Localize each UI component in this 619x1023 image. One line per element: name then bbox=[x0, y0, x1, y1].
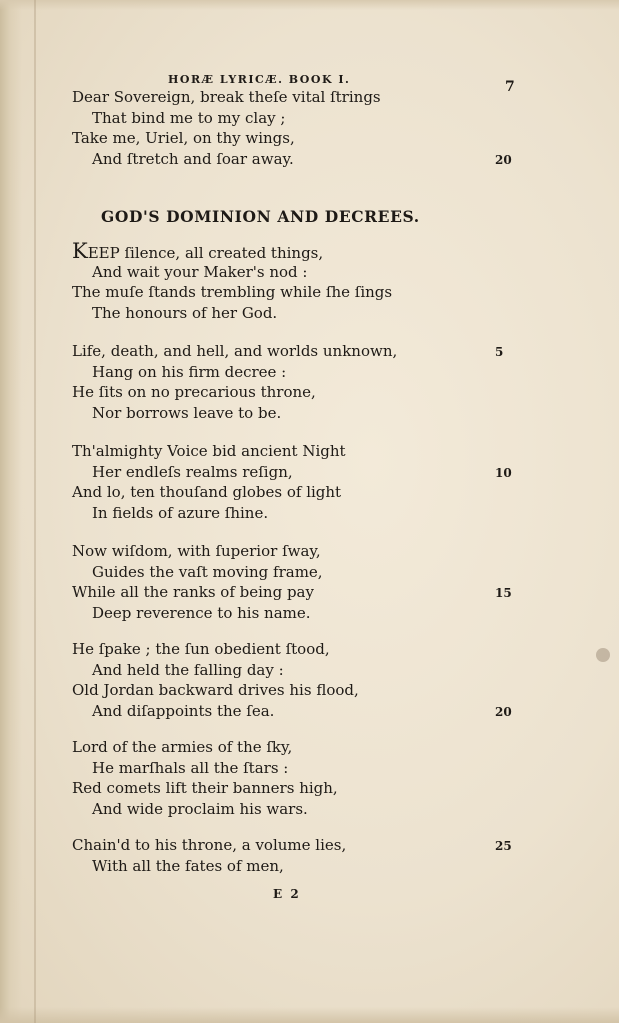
line-number: 15 bbox=[495, 586, 512, 600]
verse-text: The honours of her God. bbox=[92, 303, 278, 322]
page-top-edge bbox=[0, 0, 619, 10]
page-number: 7 bbox=[505, 79, 515, 95]
verse-text: And lo, ten thouſand globes of light bbox=[72, 483, 342, 501]
verse-line bbox=[92, 404, 281, 422]
verse-text: Nor borrows leave to be. bbox=[92, 403, 282, 422]
line-number: 10 bbox=[495, 465, 512, 480]
verse-line bbox=[72, 583, 314, 601]
verse-line bbox=[92, 109, 285, 127]
verse-text: Hang on his firm decree : bbox=[92, 362, 287, 381]
line-number: 25 bbox=[495, 839, 512, 853]
verse-text: Deep reverence to his name. bbox=[92, 603, 311, 622]
page-fold-line bbox=[34, 0, 36, 1023]
verse-line bbox=[92, 759, 288, 777]
verse-text: In fields of azure ſhine. bbox=[92, 503, 269, 522]
verse-line bbox=[72, 779, 338, 797]
verse-text: Now wiſdom, with ſuperior ſway, bbox=[72, 542, 321, 560]
verse-line bbox=[92, 463, 293, 481]
line-number: 5 bbox=[495, 345, 504, 359]
verse-line bbox=[92, 800, 308, 818]
running-header: HORÆ LYRICÆ. BOOK I. bbox=[168, 73, 351, 86]
drop-cap: K bbox=[72, 239, 88, 263]
verse-line bbox=[72, 542, 321, 560]
line-number: 20 bbox=[495, 704, 512, 719]
page-left-edge bbox=[0, 0, 22, 1023]
verse-line bbox=[92, 150, 294, 168]
verse-text: Dear Sovereign, break theſe vital ſtrings bbox=[72, 88, 381, 106]
verse-text: And wait your Maker's nod : bbox=[92, 262, 308, 281]
verse-text: Guides the vaſt moving frame, bbox=[92, 562, 323, 581]
verse-line bbox=[92, 857, 284, 875]
verse-text: And diſappoints the ſea. bbox=[92, 701, 275, 720]
page-bottom-edge bbox=[0, 1007, 619, 1023]
verse-line bbox=[92, 604, 311, 622]
verse-text: And wide proclaim his wars. bbox=[92, 799, 308, 818]
verse-line bbox=[72, 442, 346, 460]
verse-text: Her endleſs realms reſign, bbox=[92, 462, 293, 481]
verse-line bbox=[72, 88, 381, 106]
verse-line bbox=[72, 681, 359, 699]
poem-title: GOD'S DOMINION AND DECREES. bbox=[101, 207, 420, 226]
verse-text: With all the fates of men, bbox=[92, 856, 284, 875]
verse-line bbox=[72, 283, 392, 301]
verse-text: Red comets lift their banners high, bbox=[72, 779, 338, 797]
verse-text: The muſe ſtands trembling while ſhe ſings bbox=[72, 283, 393, 301]
verse-text: That bind me to my clay ; bbox=[92, 108, 286, 127]
verse-text: He ſpake ; the ſun obedient ſtood, bbox=[72, 640, 330, 658]
verse-line bbox=[72, 239, 324, 263]
verse-text: Chain'd to his throne, a volume lies, bbox=[72, 836, 347, 854]
verse-line bbox=[72, 738, 292, 756]
verse-line bbox=[72, 483, 341, 501]
verse-line bbox=[92, 563, 323, 581]
verse-text: Th'almighty Voice bid ancient Night bbox=[72, 442, 346, 460]
verse-text: And ſtretch and ſoar away. bbox=[92, 149, 294, 168]
verse-text: And held the falling day : bbox=[92, 660, 284, 679]
verse-text: Lord of the armies of the ſky, bbox=[72, 738, 293, 756]
ink-stain bbox=[596, 648, 610, 662]
verse-text: While all the ranks of being pay bbox=[72, 583, 314, 601]
verse-line bbox=[72, 836, 346, 854]
verse-text: He marſhals all the ſtars : bbox=[92, 758, 289, 777]
verse-line bbox=[92, 304, 277, 322]
verse-text: Life, death, and hell, and worlds unknown, bbox=[72, 342, 398, 360]
verse-text: Take me, Uriel, on thy wings, bbox=[72, 129, 295, 147]
verse-line bbox=[92, 661, 284, 679]
verse-line bbox=[92, 504, 268, 522]
verse-line bbox=[72, 383, 316, 401]
verse-text: Old Jordan backward drives his flood, bbox=[72, 681, 359, 699]
verse-line bbox=[72, 342, 397, 360]
verse-text: EEP ſilence, all created things, bbox=[87, 244, 324, 262]
verse-line bbox=[72, 640, 330, 658]
verse-line bbox=[92, 702, 274, 720]
verse-line bbox=[92, 363, 286, 381]
verse-text: He ſits on no precarious throne, bbox=[72, 383, 316, 401]
verse-line bbox=[92, 263, 308, 281]
signature-mark: E 2 bbox=[273, 887, 301, 901]
verse-line bbox=[72, 129, 295, 147]
line-number: 20 bbox=[495, 152, 512, 167]
